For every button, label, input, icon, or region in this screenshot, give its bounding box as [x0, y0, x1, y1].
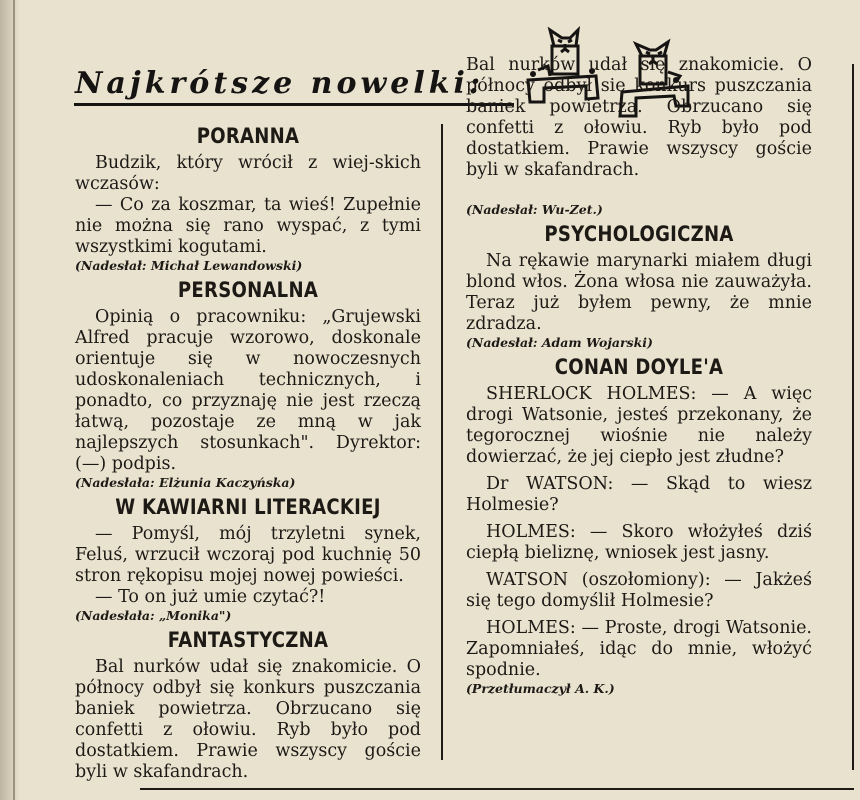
- dialogue-line-4: WATSON (oszołomiony): — Jakżeś się tego domyślił Holmesie?: [466, 570, 812, 611]
- column-divider: [441, 124, 443, 760]
- page-bottom-rule: [140, 788, 854, 790]
- dialogue-line-3: HOLMES: — Skoro włożyłeś dziś ciepłą bieliznę, wniosek jest jasny.: [466, 522, 812, 563]
- story-title-personalna: PERSONALNA: [177, 278, 319, 302]
- story-signature-personalna: (Nadesłała: Elżunia Kaczyńska): [75, 475, 296, 490]
- left-column: [75, 120, 421, 782]
- story-title-conan: CONAN DOYLE'A: [554, 355, 724, 379]
- story-signature-poranna: (Nadesłał: Michał Lewandowski): [75, 258, 303, 273]
- page-right-rule: [852, 64, 854, 770]
- dialogue-line-1: SHERLOCK HOLMES: — A więc drogi Watsonie, jesteś przekonany, że tegorocznej wiośnie nie należy dowierzać, że jej ciepło jest złudne?: [466, 384, 812, 467]
- story-title-poranna: PORANNA: [196, 124, 300, 148]
- fantastyczna-continuation-text: Bal nurków udał się znakomicie. O północy odbył się konkurs puszczania baniek powietrza. Obrzucano się confetti z ołowiu. Ryb było pod dostatkiem. Prawie wszyscy goście byli w skafandrach.: [466, 55, 812, 180]
- story-signature-kawiarnia: (Nadesłała: „Monika"): [75, 608, 232, 623]
- story-text-fantastyczna: Bal nurków udał się znakomicie. O północy odbył się konkurs puszczania baniek powietrza. Obrzucano się confetti z ołowiu. Ryb było pod dostatkiem. Prawie wszyscy goście byli w skafandrach.: [75, 657, 421, 782]
- story-text-kawiarnia-2: — To on już umie czytać?!: [95, 587, 326, 607]
- story-title-psychologiczna: PSYCHOLOGICZNA: [544, 222, 734, 246]
- page-binding-edge: [0, 0, 20, 800]
- story-text-kawiarnia-1: — Pomyśl, mój trzyletni synek, Feluś, wrzucił wczoraj pod kuchnię 50 stron rękopisu mojej nowej powieści.: [75, 524, 421, 586]
- story-text-poranna-1: Budzik, który wrócił z wiej-skich wczasów:: [75, 153, 421, 194]
- story-title-fantastyczna: FANTASTYCZNA: [167, 628, 329, 652]
- title-underline: [74, 103, 514, 106]
- story-text-psychologiczna: Na rękawie marynarki miałem długi blond włos. Żona włosa nie zauważyła. Teraz już byłem pewny, że mnie zdradza.: [466, 251, 812, 334]
- story-signature-fantastyczna: (Nadesłał: Wu-Zet.): [466, 202, 603, 217]
- binding-rule: [13, 0, 15, 800]
- story-title-kawiarnia: W KAWIARNI LITERACKIEJ: [115, 495, 381, 519]
- section-title: Najkrótsze nowelki:: [75, 66, 485, 101]
- story-signature-psychologiczna: (Nadesłał: Adam Wojarski): [466, 335, 653, 350]
- right-column: [466, 55, 812, 697]
- story-text-poranna-2: — Co za koszmar, ta wieś! Zupełnie nie można się rano wyspać, z tymi wszystkimi kogutami.: [75, 195, 421, 257]
- dialogue-line-2: Dr WATSON: — Skąd to wiesz Holmesie?: [466, 474, 812, 515]
- story-text-personalna: Opinią o pracowniku: „Grujewski Alfred pracuje wzorowo, doskonale orientuje się w nowoczesnych udoskonaleniach technicznych, i ponadto, co przyznaję nie jest rzeczą łatwą, pozostaje ze mną w jak najlepszych stosunkach". Dyrektor: (—) podpis.: [75, 307, 421, 474]
- story-signature-conan: (Przetłumaczył A. K.): [466, 681, 615, 696]
- dialogue-line-5: HOLMES: — Proste, drogi Watsonie. Zapomniałeś, idąc do mnie, włożyć spodnie.: [466, 618, 812, 680]
- story-text-fantastyczna-continued: [466, 55, 812, 202]
